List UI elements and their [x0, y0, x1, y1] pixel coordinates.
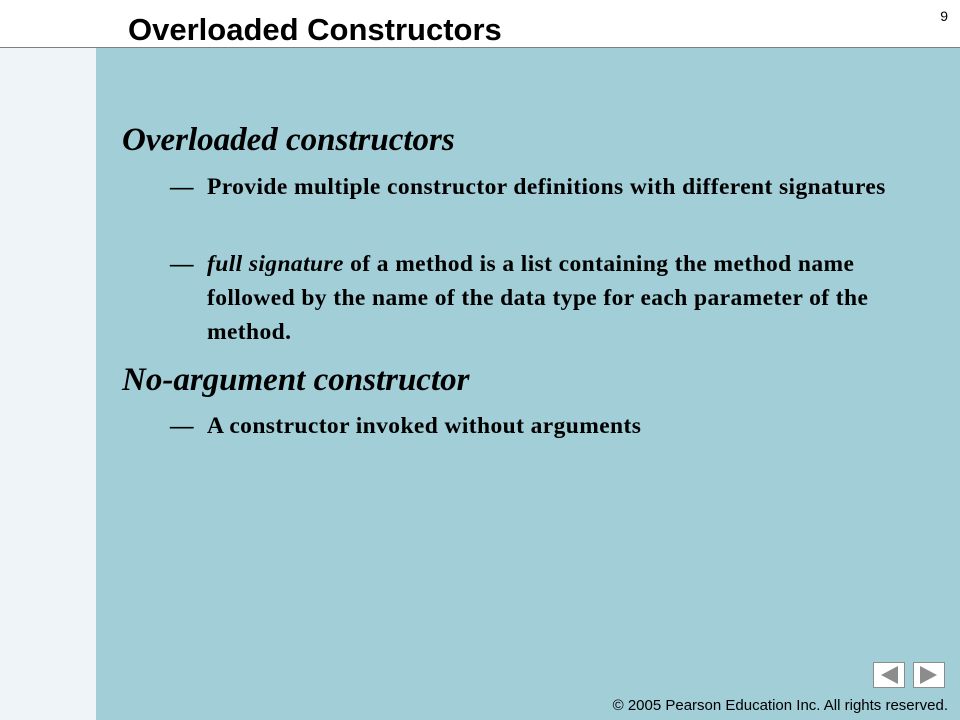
slide-number: 9	[940, 8, 948, 24]
bullet-full-signature	[170, 247, 930, 349]
bullet-text-container	[207, 247, 930, 349]
slide-title: Overloaded Constructors	[128, 12, 502, 47]
triangle-right-icon	[914, 663, 944, 687]
bullet-dash: —	[170, 413, 194, 439]
bullet-text: A constructor invoked without arguments	[207, 413, 642, 439]
bullet-text: Provide multiple constructor definitions with different signatures	[207, 174, 886, 200]
section-heading-no-argument-constructor: No-argument constructor	[122, 362, 470, 398]
copyright-notice: © 2005 Pearson Education Inc. All rights reserved.	[612, 697, 948, 714]
bullet-emphasis: full signature	[207, 251, 344, 277]
bullet-dash: —	[170, 251, 194, 277]
left-strip	[0, 48, 96, 720]
bullet-text: of a method is a list containing the method name followed by the name of the data type for each parameter of the method.	[207, 251, 869, 345]
title-rule	[0, 47, 960, 48]
next-slide-button[interactable]	[913, 662, 945, 688]
section-heading-overloaded-constructors: Overloaded constructors	[122, 122, 455, 158]
triangle-left-icon	[874, 663, 904, 687]
bullet-dash: —	[170, 174, 194, 200]
previous-slide-button[interactable]	[873, 662, 905, 688]
bullet-multiple-definitions	[170, 170, 930, 204]
bullet-no-arguments	[170, 409, 930, 443]
